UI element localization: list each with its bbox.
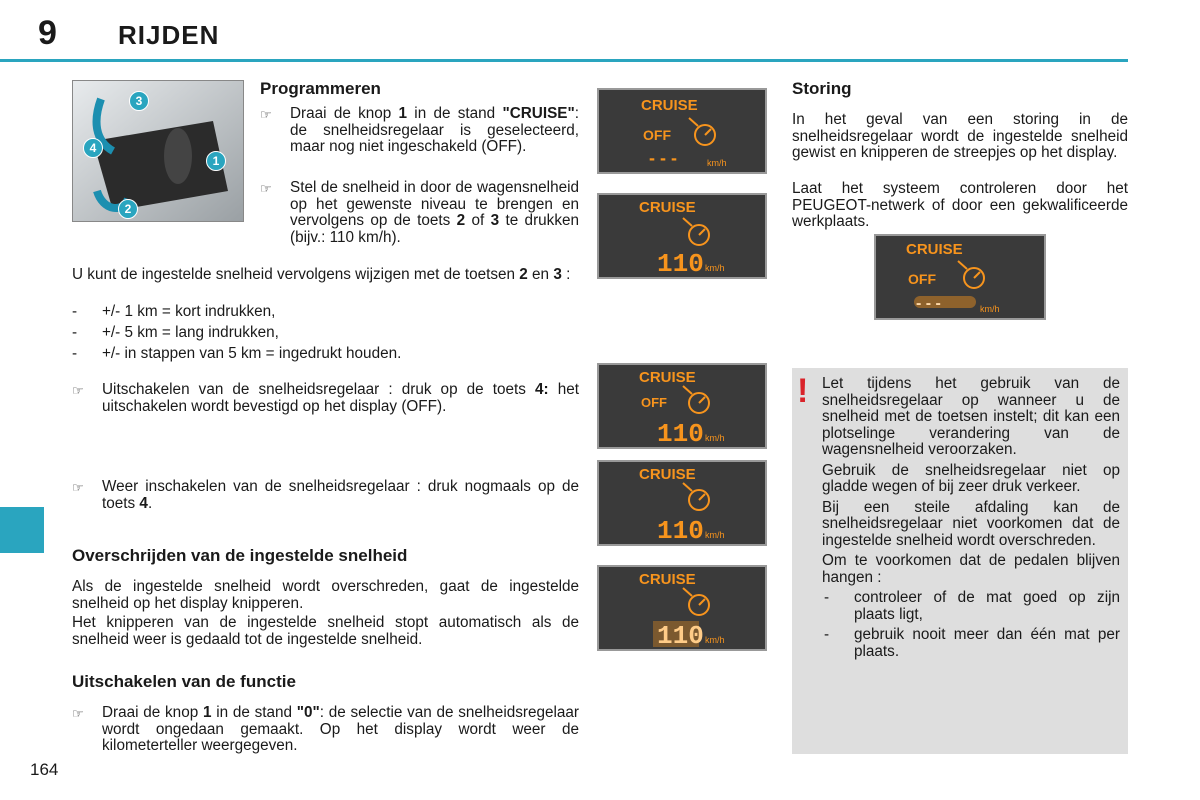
callout-2: 2 xyxy=(118,199,138,219)
list-item: - controleer of de mat goed op zijn plaats ligt, xyxy=(824,589,1120,623)
svg-text:110: 110 xyxy=(657,621,704,649)
svg-text:CRUISE: CRUISE xyxy=(639,466,696,483)
svg-text:110: 110 xyxy=(657,516,704,544)
pointing-hand-icon: ☞ xyxy=(72,706,84,721)
svg-text:km/h: km/h xyxy=(705,530,725,540)
chapter-number: 9 xyxy=(38,14,57,52)
display-cruise-fault xyxy=(874,234,1046,320)
chapter-title: RIJDEN xyxy=(118,20,220,50)
overschrijden-para-1: Als de ingestelde snelheid wordt overschreden, gaat de ingestelde snelheid op het display knipperen. xyxy=(72,578,579,612)
uitschakelen-bullet: ☞ Draai de knop 1 in de stand "0": de selectie van de snelheidsregelaar wordt ongedaan gemaakt. Op het display wordt weer de kilometerteller weergegeven. xyxy=(72,704,579,754)
svg-text:110: 110 xyxy=(657,249,704,277)
svg-text:- - -: - - - xyxy=(649,148,677,168)
warning-icon: ! xyxy=(797,372,809,410)
pointing-hand-icon: ☞ xyxy=(72,480,84,495)
callout-4: 4 xyxy=(83,138,103,158)
svg-text:km/h: km/h xyxy=(705,263,725,273)
speedometer-icon xyxy=(683,483,709,510)
list-item: - gebruik nooit meer dan één mat per plaats. xyxy=(824,626,1120,660)
header-rule xyxy=(0,59,1128,62)
svg-text:km/h: km/h xyxy=(705,433,725,443)
programmeren-bullet-1: ☞ Draai de knop 1 in de stand "CRUISE": de snelheidsregelaar is geselecteerd, maar nog niet ingeschakeld (OFF). xyxy=(260,105,579,155)
display-cruise-off-dashes xyxy=(597,88,767,174)
pointing-hand-icon: ☞ xyxy=(72,383,84,398)
programmeren-bullet-2: ☞ Stel de snelheid in door de wagensnelheid op het gewenste niveau te brengen en vervolgens op de toets 2 of 3 te drukken (bijv.: 110 km/h). xyxy=(260,179,579,246)
list-item: - +/- 5 km = lang indrukken, xyxy=(72,324,279,341)
programmeren-heading: Programmeren xyxy=(260,79,381,98)
display-cruise-off-speed xyxy=(597,363,767,449)
storing-para-1: In het geval van een storing in de snelheidsregelaar wordt de ingestelde snelheid gewist en knipperen de streepjes op het display. xyxy=(792,111,1128,161)
disable-bullet: ☞ Uitschakelen van de snelheidsregelaar : druk op de toets 4: het uitschakelen wordt bevestigd op het display (OFF). xyxy=(72,381,579,415)
pointing-hand-icon: ☞ xyxy=(260,107,272,122)
svg-text:- - -: - - - xyxy=(916,295,941,312)
storing-heading: Storing xyxy=(792,79,852,98)
svg-text:OFF: OFF xyxy=(643,127,671,143)
chapter-tab xyxy=(0,507,44,553)
speedometer-icon xyxy=(683,386,709,413)
svg-text:CRUISE: CRUISE xyxy=(906,241,963,258)
modify-speed-text: U kunt de ingestelde snelheid vervolgens wijzigen met de toetsen 2 en 3 : xyxy=(72,266,571,283)
svg-text:OFF: OFF xyxy=(641,395,667,410)
warning-para-3: Bij een steile afdaling kan de snelheidsregelaar niet voorkomen dat de ingestelde snelheid wordt overschreden. xyxy=(822,498,1120,549)
speedometer-icon xyxy=(689,118,715,145)
svg-text:km/h: km/h xyxy=(707,158,727,168)
uitschakelen-heading: Uitschakelen van de functie xyxy=(72,672,296,691)
overschrijden-heading: Overschrijden van de ingestelde snelheid xyxy=(72,546,408,565)
svg-text:CRUISE: CRUISE xyxy=(639,571,696,588)
list-item: - +/- in stappen van 5 km = ingedrukt houden. xyxy=(72,345,402,362)
speedometer-icon xyxy=(683,588,709,615)
warning-para-4: Om te voorkomen dat de pedalen blijven hangen : xyxy=(822,552,1120,586)
svg-text:CRUISE: CRUISE xyxy=(639,199,696,216)
warning-text xyxy=(822,376,1120,660)
storing-para-2: Laat het systeem controleren door het PEUGEOT-netwerk of door een gekwalificeerde werkplaats. xyxy=(792,180,1128,230)
speedometer-icon xyxy=(958,261,984,288)
cruise-stalk-illustration xyxy=(72,80,244,222)
speedometer-icon xyxy=(683,218,709,245)
list-item: - +/- 1 km = kort indrukken, xyxy=(72,303,276,320)
display-cruise-flashing xyxy=(597,565,767,651)
svg-text:km/h: km/h xyxy=(705,635,725,645)
page-number: 164 xyxy=(30,760,59,779)
overschrijden-para-2: Het knipperen van de ingestelde snelheid stopt automatisch als de snelheid weer is gedaald tot de ingestelde snelheid. xyxy=(72,614,579,648)
callout-1: 1 xyxy=(206,151,226,171)
callout-3: 3 xyxy=(129,91,149,111)
display-cruise-speed xyxy=(597,193,767,279)
enable-bullet: ☞ Weer inschakelen van de snelheidsregelaar : druk nogmaals op de toets 4. xyxy=(72,478,579,512)
display-cruise-resumed xyxy=(597,460,767,546)
svg-text:OFF: OFF xyxy=(908,271,936,287)
warning-para-1: Let tijdens het gebruik van de snelheidsregelaar op wanneer u de snelheid met de toetsen instelt; dit kan een plotselinge verandering van de wagensnelheid veroorzaken. xyxy=(822,375,1120,458)
svg-text:CRUISE: CRUISE xyxy=(641,97,698,114)
svg-text:CRUISE: CRUISE xyxy=(639,369,696,386)
modify-speed-list xyxy=(72,301,579,364)
warning-para-2: Gebruik de snelheidsregelaar niet op gladde wegen of bij zeer druk verkeer. xyxy=(822,461,1120,495)
svg-text:110: 110 xyxy=(657,419,704,447)
svg-text:km/h: km/h xyxy=(980,304,1000,314)
pointing-hand-icon: ☞ xyxy=(260,181,272,196)
